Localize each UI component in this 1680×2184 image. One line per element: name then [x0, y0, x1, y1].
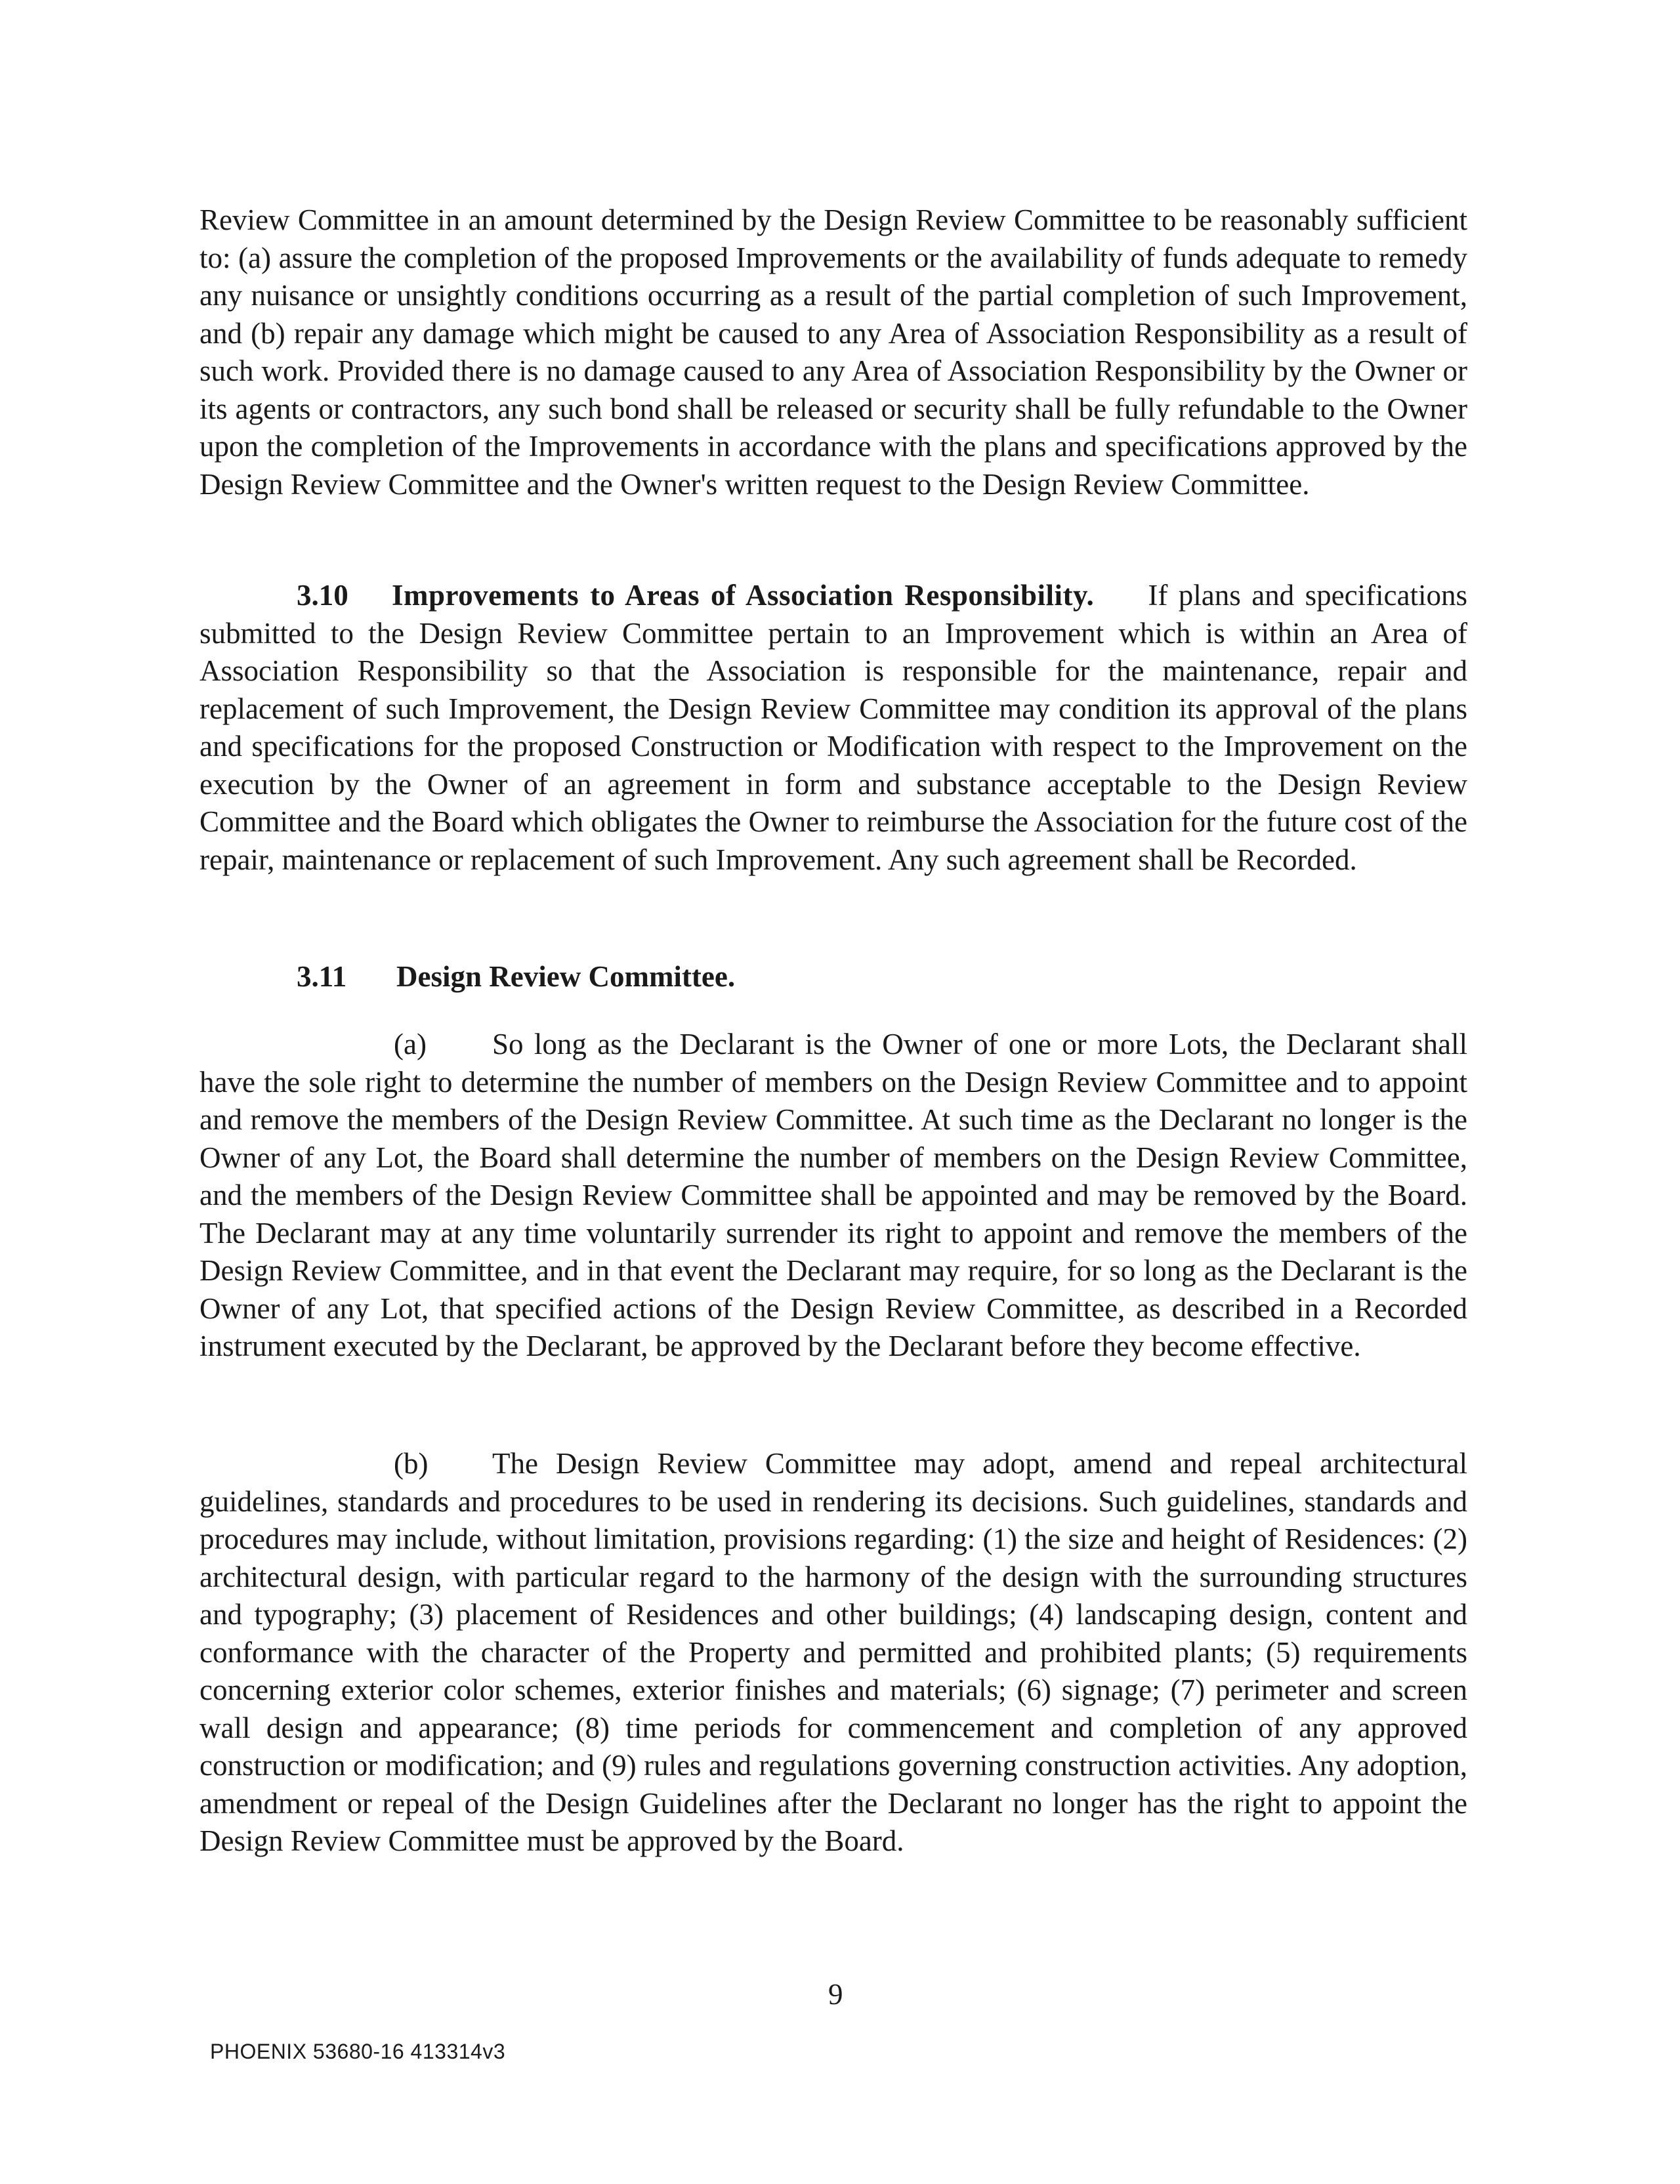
page-number: 9 — [828, 1978, 843, 2011]
section-number: 3.10 — [297, 579, 348, 612]
paragraph-body: So long as the Declarant is the Owner of one or more Lots, the Declarant shall have the sole right to determine the number of members on the Design Review Committee and to appoint and remove the members of the Design Review Committee. At such time as the Declarant no longer is the Owner of any Lot, the Board shall determine the number of members on the Design Review Committee, and the members of the Design Review Committee shall be appointed and may be removed by the Board. The Declarant may at any time voluntarily surrender its right to appoint and remove the members of the Design Review Committee, and in that event the Declarant may require, for so long as the Declarant is the Owner of any Lot, that specified actions of the Design Review Committee, as described in a Recorded instrument executed by the Declarant, be approved by the Declarant before they become effective. — [200, 1028, 1467, 1362]
paragraph-body: The Design Review Committee may adopt, amend and repeal architectural guidelines, standards and procedures to be used in rendering its decisions. Such guidelines, standards and procedures may include, without limitation, provisions regarding: (1) the size and height of Residences: (2) architectural design, with particular regard to the harmony of the design with the surrounding structures and typography; (3) placement of Residences and other buildings; (4) landscaping design, content and conformance with the character of the Property and permitted and prohibited plants; (5) requirements concerning exterior color schemes, exterior finishes and materials; (6) signage; (7) perimeter and screen wall design and appearance; (8) time periods for commencement and completion of any approved construction or modification; and (9) rules and regulations governing construction activities. Any adoption, amendment or repeal of the Design Guidelines after the Declarant no longer has the right to appoint the Design Review Committee must be approved by the Board. — [200, 1447, 1468, 1857]
section-heading: Design Review Committee. — [396, 960, 736, 993]
paragraph-a — [200, 1026, 1467, 1366]
paragraph-label: (a) — [394, 1028, 427, 1060]
section-body: If plans and specifications submitted to the Design Review Committee pertain to an Improvement which is within an Area of Association Responsibility so that the Association is responsible for the maintenance, repair and replacement of such Improvement, the Design Review Committee may condition its approval of the plans and specifications for the proposed Construction or Modification with respect to the Improvement on the execution by the Owner of an agreement in form and substance acceptable to the Design Review Committee and the Board which obligates the Owner to reimburse the Association for the future cost of the repair, maintenance or replacement of such Improvement. Any such agreement shall be Recorded. — [200, 579, 1468, 876]
section-3-11-heading — [297, 958, 735, 996]
document-reference: PHOENIX 53680-16 413314v3 — [210, 2040, 506, 2063]
paragraph-b — [200, 1445, 1467, 1860]
paragraph-label: (b) — [394, 1447, 429, 1480]
section-number: 3.11 — [297, 960, 347, 993]
section-heading: Improvements to Areas of Association Responsibility. — [392, 579, 1095, 612]
paragraph-bond-continuation: Review Committee in an amount determined by the Design Review Committee to be reasonably sufficient to: (a) assure the completion of the proposed Improvements or the availability of funds adequate to remedy any nuisance or unsightly conditions occurring as a result of the partial completion of such Improvement, and (b) repair any damage which might be caused to any Area of Association Responsibility as a result of such work. Provided there is no damage caused to any Area of Association Responsibility by the Owner or its agents or contractors, any such bond shall be released or security shall be fully refundable to the Owner upon the completion of the Improvements in accordance with the plans and specifications approved by the Design Review Committee and the Owner's written request to the Design Review Committee. — [200, 203, 1467, 501]
section-3-10 — [200, 577, 1467, 879]
